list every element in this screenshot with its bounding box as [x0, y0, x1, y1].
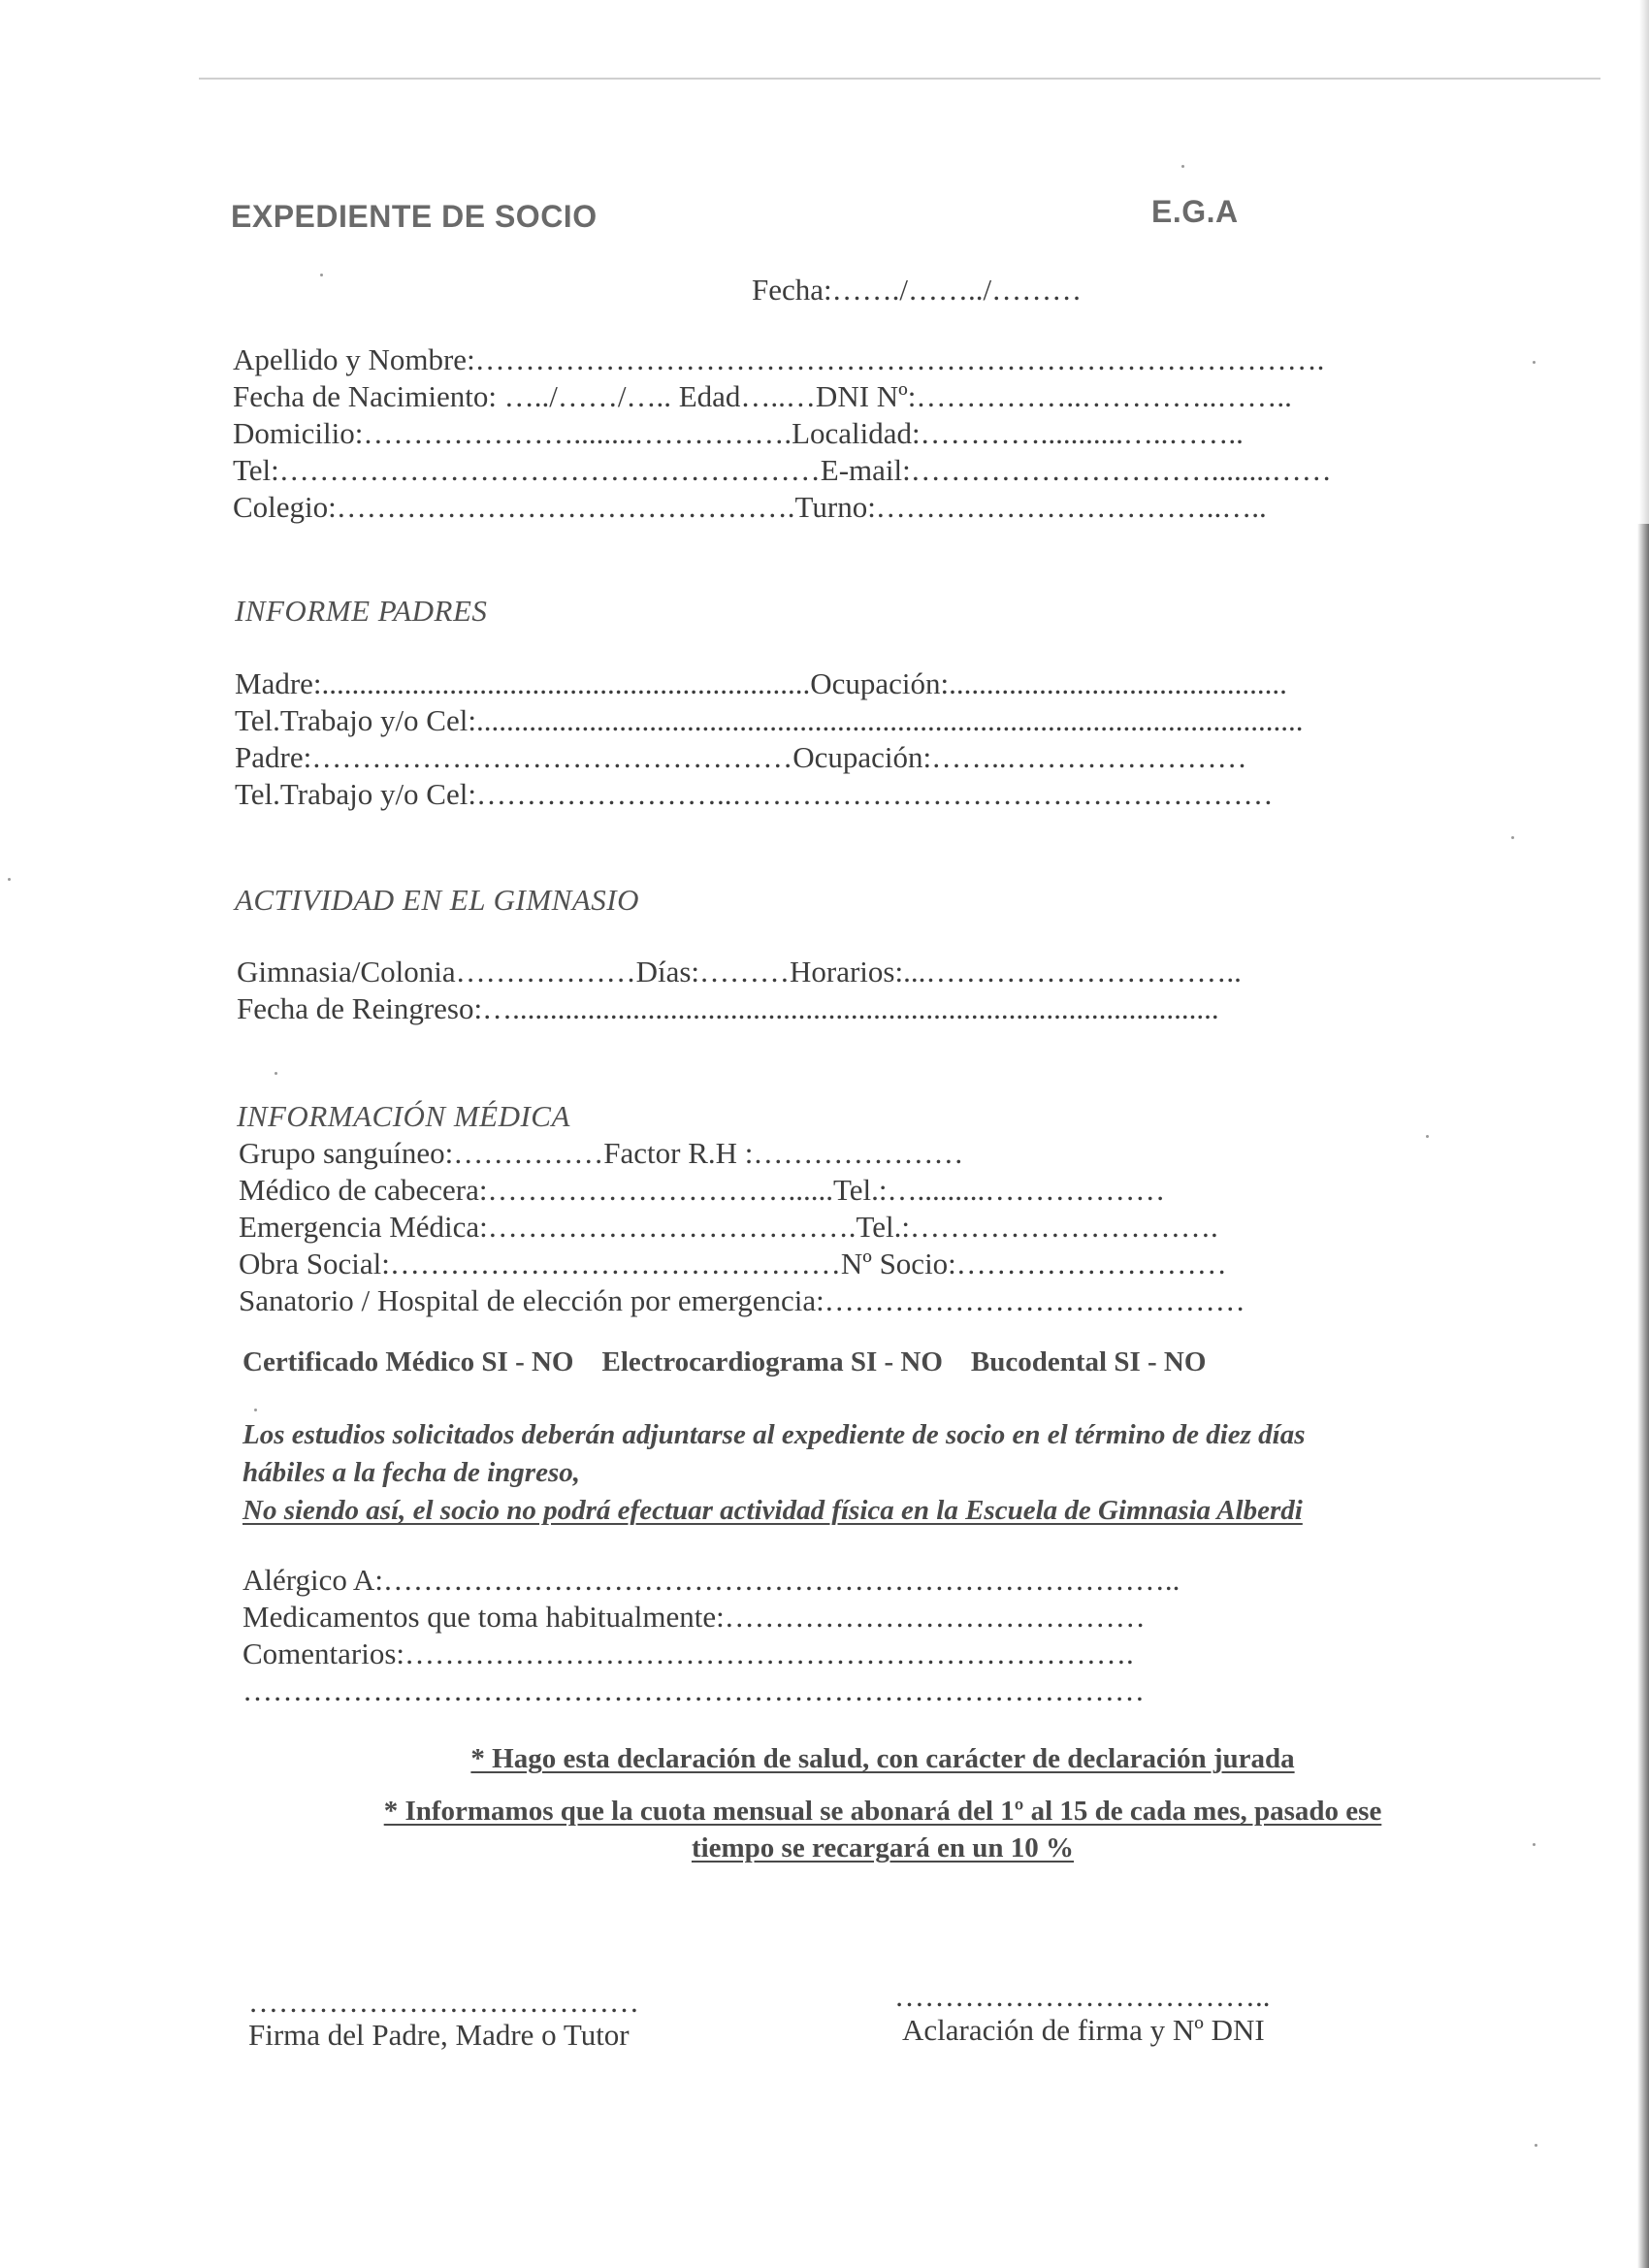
address-field[interactable]: Domicilio:…………………........…………….Localidad:…………...........…..…….. [233, 416, 1244, 450]
parents-section [235, 665, 1303, 813]
personal-section [233, 341, 1332, 526]
notice-line-2: hábiles a la fecha de ingreso, [242, 1457, 580, 1488]
scan-edge-shadow-top [1639, 0, 1649, 524]
notice-line-1: Los estudios solicitados deberán adjuntarse al expediente de socio en el término de diez días [242, 1419, 1306, 1450]
activity-section [237, 954, 1242, 1027]
scan-speck [1181, 165, 1184, 168]
mother-field[interactable]: Madre:.................................................................Ocupación:............................................. [235, 666, 1287, 700]
signature-line-left[interactable]: ………………………………… [248, 1985, 639, 2019]
birthdate-field[interactable]: Fecha de Nacimiento: …../……/….. Edad…..…DNI Nº:……………..…………..…….. [233, 379, 1292, 413]
fee-notice-line-2: tiempo se recargará en un 10 % [691, 1832, 1075, 1863]
studies-notice [242, 1416, 1306, 1530]
notice-line-3: No siendo así, el socio no podrá efectuar actividad física en la Escuela de Gimnasia Alberdi [242, 1495, 1303, 1526]
allergy-field[interactable]: Alérgico A:…………………………………………………………………….. [242, 1563, 1180, 1597]
hospital-field[interactable]: Sanatorio / Hospital de elección por emergencia:…………………………………… [239, 1283, 1245, 1317]
sworn-declaration: * Hago esta declaración de salud, con carácter de declaración jurada [470, 1743, 1295, 1774]
medications-field[interactable]: Medicamentos que toma habitualmente:…………………………………… [242, 1600, 1146, 1634]
emergency-field[interactable]: Emergencia Médica:……………………………….Tel.:…………………………. [239, 1210, 1218, 1244]
certificates-line[interactable]: Certificado Médico SI - NO Electrocardiograma SI - NO Bucodental SI - NO [242, 1346, 1207, 1377]
scan-speck [1511, 836, 1514, 839]
father-field[interactable]: Padre:…………………………………………Ocupación:……..…………………… [235, 740, 1247, 774]
form-title: EXPEDIENTE DE SOCIO [231, 199, 598, 234]
activity-section-title: ACTIVIDAD EN EL GIMNASIO [235, 883, 639, 917]
top-rule [199, 78, 1600, 80]
date-field[interactable]: Fecha:……./……../……… [752, 273, 1083, 307]
doctor-field[interactable]: Médico de cabecera:…………………………......Tel.:….........……………… [239, 1173, 1166, 1207]
scan-speck [320, 274, 323, 276]
scan-edge-shadow [1637, 524, 1649, 2268]
father-phone-field[interactable]: Tel.Trabajo y/o Cel:……………………..……………………………………………… [235, 777, 1274, 811]
scan-speck [1426, 1135, 1429, 1138]
parents-section-title: INFORME PADRES [235, 594, 488, 628]
comments-continuation-field[interactable]: ……………………………………………………………………………… [242, 1673, 1145, 1707]
signature-label-left: Firma del Padre, Madre o Tutor [248, 2018, 630, 2052]
scan-speck [8, 878, 11, 881]
scan-speck [275, 1072, 277, 1075]
extra-section [242, 1562, 1180, 1709]
blood-group-field[interactable]: Grupo sanguíneo:……………Factor R.H :………………… [239, 1136, 964, 1170]
scan-speck [1533, 361, 1536, 364]
organization-badge: E.G.A [1151, 194, 1239, 229]
mother-phone-field[interactable]: Tel.Trabajo y/o Cel:.............................................................................................................. [235, 703, 1304, 737]
scan-speck [1535, 2144, 1537, 2147]
reentry-date-field[interactable]: Fecha de Reingreso:….............................................................................................. [237, 991, 1219, 1025]
medical-section [239, 1135, 1245, 1319]
activity-schedule-field[interactable]: Gimnasia/Colonia………………Días:………Horarios:...………………………….. [237, 955, 1242, 988]
signature-line-right[interactable]: ……………………………….. [894, 1979, 1271, 2013]
health-insurance-field[interactable]: Obra Social:………………………………………Nº Socio:……………………… [239, 1247, 1227, 1280]
name-field[interactable]: Apellido y Nombre:…………………………………………………………………………. [233, 342, 1325, 376]
signature-label-right: Aclaración de firma y Nº DNI [902, 2013, 1265, 2047]
scan-speck [254, 1409, 257, 1411]
phone-email-field[interactable]: Tel:………………………………………………E-mail:…………………………........…… [233, 453, 1332, 487]
school-shift-field[interactable]: Colegio:……………………………………….Turno:……………………………..….. [233, 490, 1267, 524]
medical-section-title: INFORMACIÓN MÉDICA [237, 1099, 570, 1133]
fee-notice-line-1: * Informamos que la cuota mensual se abonará del 1º al 15 de cada mes, pasado ese [383, 1796, 1382, 1827]
comments-field[interactable]: Comentarios:………………………………………………………………. [242, 1636, 1134, 1670]
